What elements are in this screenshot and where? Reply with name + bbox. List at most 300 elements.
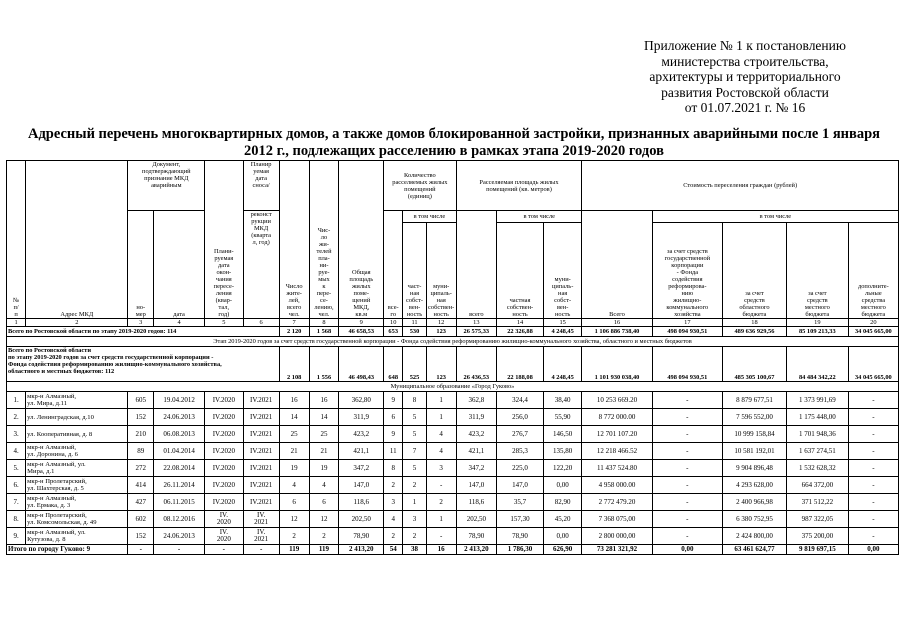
total-city-dash: - bbox=[205, 545, 243, 555]
cell-priv: 1 bbox=[403, 494, 426, 511]
cell-date: 22.08.2014 bbox=[154, 460, 205, 477]
total-value-cell: 498 094 930,51 bbox=[652, 327, 722, 337]
total-city-dash: - bbox=[243, 545, 279, 555]
total-value-cell: 46 498,43 bbox=[339, 347, 384, 382]
cell-mest: 1 175 448,00 bbox=[786, 409, 848, 426]
total-city-value: 16 bbox=[426, 545, 456, 555]
column-number-cell: 6 bbox=[243, 319, 279, 327]
cell-people: 2 bbox=[279, 528, 309, 545]
total-region-row bbox=[7, 327, 899, 337]
cell-obl: 10 581 192,01 bbox=[723, 443, 787, 460]
cell-n: 4. bbox=[7, 443, 26, 460]
cell-total: 12 218 466.52 bbox=[582, 443, 652, 460]
cell-fund: - bbox=[652, 528, 722, 545]
total-value-cell: 530 bbox=[403, 327, 426, 337]
cell-fund: - bbox=[652, 511, 722, 528]
total-value-cell: 2 108 bbox=[279, 347, 309, 382]
total-value-cell: 653 bbox=[384, 327, 403, 337]
cell-smuni: 45,20 bbox=[543, 511, 581, 528]
total-city-label: Итого по городу Гуково: 9 bbox=[7, 545, 128, 555]
cell-n: 8. bbox=[7, 511, 26, 528]
annex-line: министерства строительства, bbox=[661, 53, 829, 69]
total-city-value: 9 819 697,15 bbox=[786, 545, 848, 555]
cell-move: 16 bbox=[309, 392, 339, 409]
column-number-cell: 20 bbox=[848, 319, 898, 327]
header-area-municipal: муни- ципаль- ная собст- вен- ность bbox=[543, 223, 581, 319]
cell-area: 202,50 bbox=[339, 511, 384, 528]
cell-area: 347,2 bbox=[339, 460, 384, 477]
cell-people: 12 bbox=[279, 511, 309, 528]
total-region-label: Всего по Ростовской области по этапу 2019-2020 годов: 114 bbox=[7, 327, 280, 337]
column-number-cell: 9 bbox=[339, 319, 384, 327]
cell-demo: IV.2021 bbox=[243, 392, 279, 409]
cell-muni: - bbox=[426, 528, 456, 545]
cell-smuni: 122,20 bbox=[543, 460, 581, 477]
cell-obl: 2 424 800,00 bbox=[723, 528, 787, 545]
header-count-all: все- го bbox=[384, 211, 403, 319]
cell-total: 10 253 669.20 bbox=[582, 392, 652, 409]
cell-demo: IV.2021 bbox=[243, 494, 279, 511]
cell-add: - bbox=[848, 426, 898, 443]
cell-people: 14 bbox=[279, 409, 309, 426]
cell-addr: мкр-н Алмазный, ул. Доронина, д. 6 bbox=[26, 443, 128, 460]
cell-add: - bbox=[848, 409, 898, 426]
cell-move: 4 bbox=[309, 477, 339, 494]
header-cost-sub: в том числе bbox=[652, 211, 898, 223]
total-value-cell: 22 326,88 bbox=[497, 327, 544, 337]
total-city-value: 1 786,30 bbox=[497, 545, 544, 555]
cell-demo: IV. 2021 bbox=[243, 511, 279, 528]
cell-move: 12 bbox=[309, 511, 339, 528]
column-number-cell: 1 bbox=[7, 319, 26, 327]
cell-sarea: 147,0 bbox=[456, 477, 496, 494]
total-value-cell: 4 248,45 bbox=[543, 327, 581, 337]
cell-fund: - bbox=[652, 409, 722, 426]
cell-spriv: 225,0 bbox=[497, 460, 544, 477]
cell-area: 147,0 bbox=[339, 477, 384, 494]
total-value-cell: 1 101 930 038,40 bbox=[582, 347, 652, 382]
cell-smuni: 146,50 bbox=[543, 426, 581, 443]
cell-people: 6 bbox=[279, 494, 309, 511]
cell-fund: - bbox=[652, 392, 722, 409]
cell-date: 24.06.2013 bbox=[154, 528, 205, 545]
cell-priv: 5 bbox=[403, 460, 426, 477]
header-area-sub: в том числе bbox=[497, 211, 582, 223]
total-city-value: 2 413,20 bbox=[339, 545, 384, 555]
total-value-cell: 22 188,08 bbox=[497, 347, 544, 382]
cell-total: 2 800 000,00 bbox=[582, 528, 652, 545]
annex-line: Приложение № 1 к постановлению bbox=[644, 38, 846, 53]
cell-sarea: 421,1 bbox=[456, 443, 496, 460]
annex-line: развития Ростовской области bbox=[661, 84, 829, 100]
total-value-cell: 498 094 930,51 bbox=[652, 347, 722, 382]
cell-move: 6 bbox=[309, 494, 339, 511]
cell-move: 25 bbox=[309, 426, 339, 443]
cell-all: 9 bbox=[384, 392, 403, 409]
document-title: Адресный перечень многоквартирных домов, а также домов блокированной застройки, признанных аварийными после 1 января 2012 г., подлежащих расселению в рамках этапа 2019-2020 годов bbox=[27, 126, 881, 159]
cell-total: 11 437 524.80 bbox=[582, 460, 652, 477]
total-value-cell: 34 045 665,00 bbox=[848, 327, 898, 337]
cell-demo: IV.2021 bbox=[243, 409, 279, 426]
header-total-area: Общая площадь жилых поме- щений МКД, кв.м bbox=[339, 161, 384, 319]
header-cost-regional: за счет средств областного бюджета bbox=[723, 223, 787, 319]
total-fund-row bbox=[7, 347, 899, 382]
total-city-value: 119 bbox=[309, 545, 339, 555]
cell-num: 605 bbox=[128, 392, 154, 409]
header-residents-total: Число жите- лей, всего чел. bbox=[279, 161, 309, 319]
cell-people: 19 bbox=[279, 460, 309, 477]
total-city-value: 2 413,20 bbox=[456, 545, 496, 555]
cell-smuni: 0,00 bbox=[543, 477, 581, 494]
cell-muni: 1 bbox=[426, 511, 456, 528]
header-area-private: частная собствен- ность bbox=[497, 223, 544, 319]
total-city-value: 63 461 624,77 bbox=[723, 545, 787, 555]
cell-n: 2. bbox=[7, 409, 26, 426]
table-row bbox=[7, 494, 899, 511]
cell-spriv: 147,0 bbox=[497, 477, 544, 494]
cell-smuni: 0,00 bbox=[543, 528, 581, 545]
cell-plan: IV. 2020 bbox=[205, 528, 243, 545]
cell-mest: 1 701 948,36 bbox=[786, 426, 848, 443]
header-row-number: № п/ п bbox=[7, 161, 26, 319]
cell-plan: IV. 2020 bbox=[205, 511, 243, 528]
table-body bbox=[7, 319, 899, 555]
cell-num: 152 bbox=[128, 409, 154, 426]
housing-table bbox=[6, 160, 899, 555]
cell-area: 423,2 bbox=[339, 426, 384, 443]
cell-smuni: 38,40 bbox=[543, 392, 581, 409]
column-number-cell: 7 bbox=[279, 319, 309, 327]
section-title-row bbox=[7, 337, 899, 347]
cell-demo: IV.2021 bbox=[243, 460, 279, 477]
column-number-cell: 2 bbox=[26, 319, 128, 327]
cell-priv: 5 bbox=[403, 409, 426, 426]
header-count-sub: в том числе bbox=[403, 211, 456, 223]
header-planned-demolition-top: Планир уемая дата сноса/ bbox=[243, 161, 279, 211]
cell-mest: 1 532 628,32 bbox=[786, 460, 848, 477]
cell-add: - bbox=[848, 443, 898, 460]
cell-spriv: 256,0 bbox=[497, 409, 544, 426]
cell-add: - bbox=[848, 528, 898, 545]
cell-all: 9 bbox=[384, 426, 403, 443]
cell-num: 210 bbox=[128, 426, 154, 443]
cell-fund: - bbox=[652, 494, 722, 511]
cell-area: 78,90 bbox=[339, 528, 384, 545]
cell-all: 6 bbox=[384, 409, 403, 426]
cell-date: 08.12.2016 bbox=[154, 511, 205, 528]
column-number-cell: 14 bbox=[497, 319, 544, 327]
cell-demo: IV. 2021 bbox=[243, 528, 279, 545]
cell-date: 24.06.2013 bbox=[154, 409, 205, 426]
header-residents-resettled: Чис- ло жи- телей пла- ни- руе- мых к пере- се- лению, чел. bbox=[309, 161, 339, 319]
total-value-cell: 525 bbox=[403, 347, 426, 382]
total-city-value: 0,00 bbox=[848, 545, 898, 555]
header-doc-date: дата bbox=[154, 211, 205, 319]
cell-move: 19 bbox=[309, 460, 339, 477]
cell-smuni: 135,80 bbox=[543, 443, 581, 460]
total-city-value: 119 bbox=[279, 545, 309, 555]
column-number-cell: 11 bbox=[403, 319, 426, 327]
cell-muni: 1 bbox=[426, 392, 456, 409]
header-apartment-count: Количество расселяемых жилых помещений (единиц) bbox=[384, 161, 456, 211]
total-value-cell: 485 305 100,67 bbox=[723, 347, 787, 382]
cell-all: 3 bbox=[384, 494, 403, 511]
cell-plan: IV.2020 bbox=[205, 477, 243, 494]
cell-muni: - bbox=[426, 477, 456, 494]
total-value-cell: 26 575,33 bbox=[456, 327, 496, 337]
cell-muni: 1 bbox=[426, 409, 456, 426]
cell-obl: 2 400 966,98 bbox=[723, 494, 787, 511]
header-doc-number: но- мер bbox=[128, 211, 154, 319]
column-number-cell: 10 bbox=[384, 319, 403, 327]
total-value-cell: 85 109 213,33 bbox=[786, 327, 848, 337]
table-row bbox=[7, 409, 899, 426]
total-city-row bbox=[7, 545, 899, 555]
municipality-title: Муниципальное образование «Город Гуково» bbox=[7, 382, 899, 392]
cell-mest: 987 322,05 bbox=[786, 511, 848, 528]
cell-area: 362,80 bbox=[339, 392, 384, 409]
cell-addr: ул. Кооперативная, д. 8 bbox=[26, 426, 128, 443]
header-cost-total: Всего bbox=[582, 211, 652, 319]
total-value-cell: 489 636 929,56 bbox=[723, 327, 787, 337]
header-cost-fund: за счет средств государственной корпорации - Фонда содействия реформирова- нию жилищно- коммунального хозяйства bbox=[652, 223, 722, 319]
cell-all: 2 bbox=[384, 528, 403, 545]
municipality-row bbox=[7, 382, 899, 392]
column-number-cell: 18 bbox=[723, 319, 787, 327]
cell-obl: 6 380 752,95 bbox=[723, 511, 787, 528]
cell-add: - bbox=[848, 511, 898, 528]
cell-total: 4 958 000.00 bbox=[582, 477, 652, 494]
cell-people: 25 bbox=[279, 426, 309, 443]
header-document: Документ, подтверждающий признание МКД аварийным bbox=[128, 161, 205, 211]
cell-all: 2 bbox=[384, 477, 403, 494]
cell-num: 272 bbox=[128, 460, 154, 477]
cell-add: - bbox=[848, 460, 898, 477]
cell-sarea: 202,50 bbox=[456, 511, 496, 528]
cell-sarea: 362,8 bbox=[456, 392, 496, 409]
table-row bbox=[7, 528, 899, 545]
cell-muni: 2 bbox=[426, 494, 456, 511]
cell-addr: ул. Ленинградская, д.10 bbox=[26, 409, 128, 426]
cell-mest: 1 637 274,51 bbox=[786, 443, 848, 460]
cell-addr: мкр-н Пролетарский, ул. Шахтерская, д. 5 bbox=[26, 477, 128, 494]
cell-mest: 1 373 991,69 bbox=[786, 392, 848, 409]
cell-plan: IV.2020 bbox=[205, 392, 243, 409]
cell-all: 8 bbox=[384, 460, 403, 477]
header-cost-additional: дополните- льные средства местного бюджета bbox=[848, 223, 898, 319]
cell-total: 7 368 075,00 bbox=[582, 511, 652, 528]
total-value-cell: 84 484 342,22 bbox=[786, 347, 848, 382]
cell-n: 6. bbox=[7, 477, 26, 494]
cell-plan: IV.2020 bbox=[205, 426, 243, 443]
cell-move: 14 bbox=[309, 409, 339, 426]
cell-people: 4 bbox=[279, 477, 309, 494]
cell-date: 26.11.2014 bbox=[154, 477, 205, 494]
cell-muni: 4 bbox=[426, 426, 456, 443]
column-number-cell: 8 bbox=[309, 319, 339, 327]
cell-n: 9. bbox=[7, 528, 26, 545]
section-title: Этап 2019-2020 годов за счет средств государственной корпорации - Фонда содействия реформированию жилищно-коммунального хозяйства, областного и местных бюджетов bbox=[7, 337, 899, 347]
header-resettlement-cost: Стоимость переселения граждан (рублей) bbox=[582, 161, 899, 211]
cell-all: 11 bbox=[384, 443, 403, 460]
cell-date: 01.04.2014 bbox=[154, 443, 205, 460]
cell-date: 06.08.2013 bbox=[154, 426, 205, 443]
cell-spriv: 324,4 bbox=[497, 392, 544, 409]
cell-total: 8 772 000.00 bbox=[582, 409, 652, 426]
cell-priv: 7 bbox=[403, 443, 426, 460]
cell-plan: IV.2020 bbox=[205, 443, 243, 460]
total-city-value: 73 281 321,92 bbox=[582, 545, 652, 555]
cell-move: 21 bbox=[309, 443, 339, 460]
table-row bbox=[7, 460, 899, 477]
cell-priv: 2 bbox=[403, 477, 426, 494]
cell-priv: 2 bbox=[403, 528, 426, 545]
total-city-value: 626,90 bbox=[543, 545, 581, 555]
header-area-all: всего bbox=[456, 211, 496, 319]
total-value-cell: 4 248,45 bbox=[543, 347, 581, 382]
column-number-cell: 5 bbox=[205, 319, 243, 327]
cell-demo: IV.2021 bbox=[243, 426, 279, 443]
cell-obl: 4 293 628,00 bbox=[723, 477, 787, 494]
column-number-cell: 15 bbox=[543, 319, 581, 327]
cell-spriv: 35,7 bbox=[497, 494, 544, 511]
cell-spriv: 276,7 bbox=[497, 426, 544, 443]
cell-spriv: 285,3 bbox=[497, 443, 544, 460]
cell-sarea: 311,9 bbox=[456, 409, 496, 426]
cell-num: 602 bbox=[128, 511, 154, 528]
column-number-row bbox=[7, 319, 899, 327]
cell-priv: 8 bbox=[403, 392, 426, 409]
cell-obl: 9 904 896,48 bbox=[723, 460, 787, 477]
cell-priv: 3 bbox=[403, 511, 426, 528]
cell-addr: мкр-н Пролетарский, ул. Комсомольская, д. 49 bbox=[26, 511, 128, 528]
total-value-cell: 648 bbox=[384, 347, 403, 382]
total-value-cell: 26 436,53 bbox=[456, 347, 496, 382]
header-cost-local: за счет средств местного бюджета bbox=[786, 223, 848, 319]
header-planned-demolition-bottom: реконст рукции МКД (кварта л, год) bbox=[243, 211, 279, 319]
annex-header bbox=[600, 38, 890, 116]
header-resettled-area: Расселяемая площадь жилых помещений (кв. метров) bbox=[456, 161, 582, 211]
cell-n: 1. bbox=[7, 392, 26, 409]
cell-addr: мкр-н Алмазный, ул. Ермака, д. 3 bbox=[26, 494, 128, 511]
cell-all: 4 bbox=[384, 511, 403, 528]
column-number-cell: 19 bbox=[786, 319, 848, 327]
cell-people: 21 bbox=[279, 443, 309, 460]
table-row bbox=[7, 426, 899, 443]
cell-sarea: 118,6 bbox=[456, 494, 496, 511]
header-count-municipal: муни- ципаль- ная собствен- ность bbox=[426, 223, 456, 319]
cell-add: - bbox=[848, 477, 898, 494]
table-header bbox=[7, 161, 899, 319]
cell-sarea: 423,2 bbox=[456, 426, 496, 443]
total-city-value: 38 bbox=[403, 545, 426, 555]
cell-total: 2 772 479.20 bbox=[582, 494, 652, 511]
column-number-cell: 16 bbox=[582, 319, 652, 327]
cell-obl: 10 999 158,84 bbox=[723, 426, 787, 443]
table-row bbox=[7, 392, 899, 409]
cell-demo: IV.2021 bbox=[243, 443, 279, 460]
cell-n: 7. bbox=[7, 494, 26, 511]
cell-sarea: 78,90 bbox=[456, 528, 496, 545]
annex-line: архитектуры и территориального bbox=[649, 69, 841, 84]
header-planned-resettlement: Плани- руемая дата окон- чания пересе- ления (квар- тал, год) bbox=[205, 161, 243, 319]
total-value-cell: 46 658,53 bbox=[339, 327, 384, 337]
cell-smuni: 55,90 bbox=[543, 409, 581, 426]
table-row bbox=[7, 511, 899, 528]
cell-area: 118,6 bbox=[339, 494, 384, 511]
total-value-cell: 123 bbox=[426, 347, 456, 382]
cell-obl: 7 596 552,00 bbox=[723, 409, 787, 426]
total-city-dash: - bbox=[128, 545, 154, 555]
cell-total: 12 701 107.20 bbox=[582, 426, 652, 443]
cell-plan: IV.2020 bbox=[205, 460, 243, 477]
total-city-value: 54 bbox=[384, 545, 403, 555]
cell-priv: 5 bbox=[403, 426, 426, 443]
cell-n: 3. bbox=[7, 426, 26, 443]
cell-addr: мкр-н Алмазный, ул. Мира, д.11 bbox=[26, 392, 128, 409]
cell-people: 16 bbox=[279, 392, 309, 409]
cell-fund: - bbox=[652, 443, 722, 460]
cell-sarea: 347,2 bbox=[456, 460, 496, 477]
total-value-cell: 1 106 886 738,40 bbox=[582, 327, 652, 337]
cell-addr: мкр-н Алмазный, ул. Мира, д.1 bbox=[26, 460, 128, 477]
table-row bbox=[7, 443, 899, 460]
cell-addr: мкр-н Алмазный, ул. Кутузова, д. 8 bbox=[26, 528, 128, 545]
cell-mest: 371 512,22 bbox=[786, 494, 848, 511]
cell-mest: 664 372,00 bbox=[786, 477, 848, 494]
total-city-dash: - bbox=[154, 545, 205, 555]
cell-date: 06.11.2015 bbox=[154, 494, 205, 511]
cell-date: 19.04.2012 bbox=[154, 392, 205, 409]
column-number-cell: 17 bbox=[652, 319, 722, 327]
cell-mest: 375 200,00 bbox=[786, 528, 848, 545]
cell-obl: 8 879 677,51 bbox=[723, 392, 787, 409]
cell-fund: - bbox=[652, 426, 722, 443]
cell-area: 421,1 bbox=[339, 443, 384, 460]
cell-plan: IV.2020 bbox=[205, 494, 243, 511]
total-fund-label: Всего по Ростовской области по этапу 2019-2020 годов за счет средств государственной корпорации - Фонда содействия реформированию жилищно-коммунального хозяйства, областного и местных бюджетов: 112 bbox=[7, 347, 280, 382]
header-address: Адрес МКД bbox=[26, 161, 128, 319]
cell-area: 311,9 bbox=[339, 409, 384, 426]
cell-move: 2 bbox=[309, 528, 339, 545]
header-count-private: част- ная собст- вен- ность bbox=[403, 223, 426, 319]
cell-fund: - bbox=[652, 477, 722, 494]
cell-n: 5. bbox=[7, 460, 26, 477]
cell-num: 414 bbox=[128, 477, 154, 494]
total-value-cell: 123 bbox=[426, 327, 456, 337]
cell-add: - bbox=[848, 494, 898, 511]
cell-fund: - bbox=[652, 460, 722, 477]
column-number-cell: 3 bbox=[128, 319, 154, 327]
column-number-cell: 12 bbox=[426, 319, 456, 327]
table-row bbox=[7, 477, 899, 494]
cell-add: - bbox=[848, 392, 898, 409]
total-value-cell: 2 120 bbox=[279, 327, 309, 337]
cell-num: 89 bbox=[128, 443, 154, 460]
cell-muni: 3 bbox=[426, 460, 456, 477]
column-number-cell: 13 bbox=[456, 319, 496, 327]
cell-muni: 4 bbox=[426, 443, 456, 460]
total-value-cell: 1 556 bbox=[309, 347, 339, 382]
cell-spriv: 157,30 bbox=[497, 511, 544, 528]
cell-spriv: 78,90 bbox=[497, 528, 544, 545]
cell-demo: IV.2021 bbox=[243, 477, 279, 494]
total-value-cell: 34 045 665,00 bbox=[848, 347, 898, 382]
column-number-cell: 4 bbox=[154, 319, 205, 327]
cell-plan: IV.2020 bbox=[205, 409, 243, 426]
cell-num: 427 bbox=[128, 494, 154, 511]
total-city-value: 0,00 bbox=[652, 545, 722, 555]
